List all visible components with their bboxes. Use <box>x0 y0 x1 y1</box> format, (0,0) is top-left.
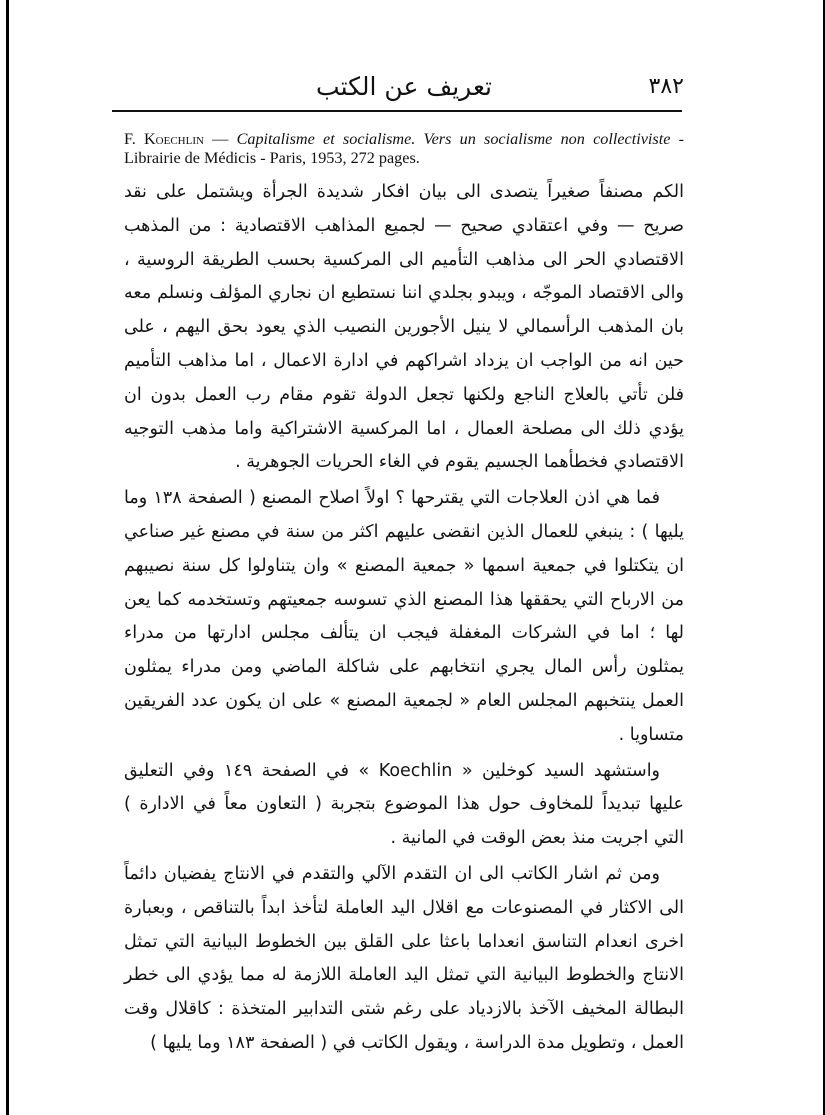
citation-publisher: - Librairie de Médicis - Paris, 1953, 272 pages. <box>124 130 684 167</box>
book-page <box>124 72 684 1082</box>
book-citation <box>124 130 684 168</box>
scan-border-left <box>6 0 9 1115</box>
paragraph-1: الكم مصنفاً صغيراً يتصدى الى بيان افكار شديدة الجرأة ويشتمل على نقد صريح — وفي اعتقادي صحيح — لجميع المذاهب الاقتصادية : من المذهب الاقتصادي الحر الى مذاهب التأميم الى المركسية بحسب الطريقة الروسية ، والى الاقتصاد الموجّه ، ويبدو بجلدي اننا نستطيع ان نجاري المؤلف ونسلم معه بان المذهب الرأسمالي لا ينيل الأجورين النصيب الذي يعود بحق اليهم ، على حين انه من الواجب ان يزداد اشراكهم في ادارة الاعمال ، اما مذاهب التأميم فلن تأتي بالعلاج الناجع ولكنها تجعل الدولة تقوم مقام رب العمل بدون ان يؤدي ذلك الى مصلحة العمال ، اما المركسية الاشتراكية واما مذهب التوجيه الاقتصادي فخطأهما الجسيم يقوم في الغاء الحريات الجوهرية . <box>124 182 684 473</box>
citation-author: F. Koechlin <box>124 130 204 148</box>
review-body <box>124 176 684 1061</box>
citation-dash: — <box>203 130 237 148</box>
header-rule <box>112 110 682 112</box>
page-number: ٣٨٢ <box>648 74 684 99</box>
page-header <box>124 72 684 108</box>
citation-title: Capitalisme et socialisme. Vers un socialisme non collectiviste <box>236 130 671 148</box>
running-title: تعريف عن الكتب <box>316 72 492 101</box>
paragraph-2: فما هي اذن العلاجات التي يقترحها ؟ اولاً اصلاح المصنع ( الصفحة ١٣٨ وما يليها ) : ينبغي للعمال الذين انقضى عليهم اكثر من سنة في مصنع غير صناعي ان يتكتلوا في جمعية اسمها « جمعية المصنع » وان يتناولوا كل سنة نصيبهم من الارباح التي يحققها هذا المصنع الذي تسوسه جمعيتهم وتستخدمه كما يعن لها ؛ اما في الشركات المغفلة فيجب ان يتألف مجلس ادارتها من مدراء يمثلون رأس المال يجري انتخابهم على شاكلة الماضي ومن مدراء يمثلون العمل ينتخبهم المجلس العام « لجمعية المصنع » على ان يكون عدد الفريقين متساويا . <box>124 488 684 745</box>
paragraph-4: ومن ثم اشار الكاتب الى ان التقدم الآلي والتقدم في الانتاج يفضيان دائماً الى الاكثار في المصنوعات مع اقلال اليد العاملة لتأخذ ابداً بالتناقص ، وبعبارة اخرى انعدام التناسق انعداما باعثا على القلق بين الخطوط البيانية التي تمثل الانتاج والخطوط البيانية التي تمثل اليد العاملة اللازمة له مما يؤدي الى خطر البطالة المخيف الآخذ بالازدياد على رغم شتى التدابير المتخذة : كاقلال وقت العمل ، وتطويل مدة الدراسة ، ويقول الكاتب في ( الصفحة ١٨٣ وما يليها ) <box>124 863 684 1053</box>
paragraph-3: واستشهد السيد كوخلين « Koechlin » في الصفحة ١٤٩ وفي التعليق عليها تبديداً للمخاوف حول هذا الموضوع بتجربة ( التعاون معاً في الادارة ) التي اجريت منذ بعض الوقت في المانية . <box>124 760 684 849</box>
